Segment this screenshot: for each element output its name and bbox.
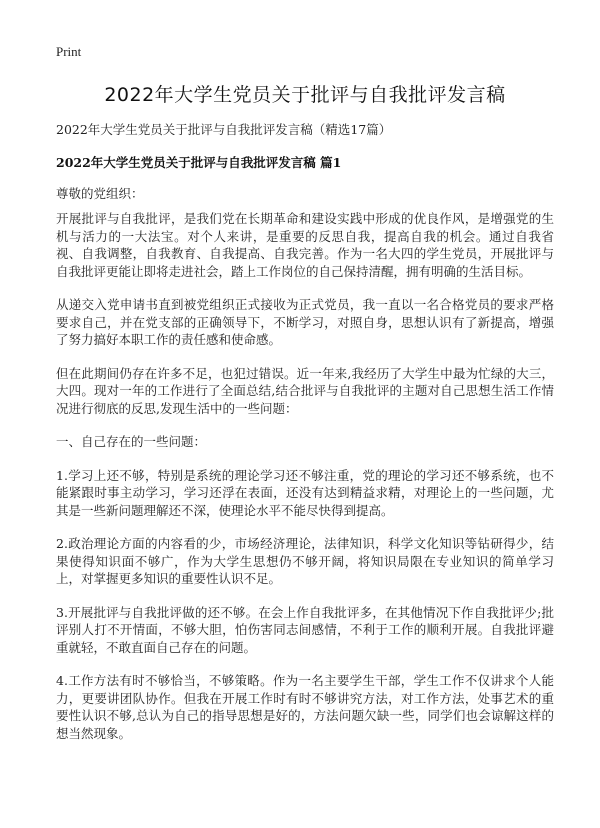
paragraph: 从递交入党申请书直到被党组织正式接收为正式党员，我一直以一名合格党员的要求严格要求自己，并在党支部的正确领导下，不断学习，对照自身，思想认识有了新提高，增强了努力搞好本职工作的责任感和使命感。 [56, 297, 554, 347]
section-heading: 2022年大学生党员关于批评与自我批评发言稿 篇1 [56, 155, 342, 170]
subheading-paragraph: 一、自己存在的一些问题： [56, 434, 207, 449]
document-subtitle: 2022年大学生党员关于批评与自我批评发言稿（精选17篇） [56, 122, 392, 137]
paragraph: 2.政治理论方面的内容看的少，市场经济理论，法律知识，科学文化知识等钻研得少，结果使得知识面不够广，作为大学生思想仍不够开阔，将知识局限在专业知识的简单学习上，对掌握更多知识的重要性认识不足。 [56, 536, 554, 586]
paragraph: 4.工作方法有时不够恰当，不够策略。作为一名主要学生干部，学生工作不仅讲求个人能力，更要讲团队协作。但我在开展工作时有时不够讲究方法，对工作方法，处事艺术的重要性认识不够,总认为自己的指导思想是好的，方法问题欠缺一些，同学们也会谅解这样的想当然现象。 [56, 673, 554, 741]
print-link[interactable]: Print [56, 44, 82, 59]
paragraph: 3.开展批评与自我批评做的还不够。在会上作自我批评多，在其他情况下作自我批评少;批评别人打不开情面，不够大胆，怕伤害同志间感情，不利于工作的顺利开展。自我批评避重就轻，不敢直面自己存在的问题。 [56, 604, 554, 655]
document-body [56, 210, 554, 758]
document-title: 2022年大学生党员关于批评与自我批评发言稿 [104, 84, 506, 106]
paragraph: 1.学习上还不够，特别是系统的理论学习还不够注重，党的理论的学习还不够系统，也不能紧跟时事主动学习，学习还浮在表面，还没有达到精益求精，对理论上的一些问题，尤其是一些新问题理解还不深，使理论水平不能尽快得到提高。 [56, 467, 554, 518]
salutation: 尊敬的党组织： [56, 186, 144, 201]
paragraph: 但在此期间仍存在许多不足，也犯过错误。近一年来,我经历了大学生中最为忙绿的大三，大四。现对一年的工作进行了全面总结,结合批评与自我批评的主题对自己思想生活工作情况进行彻底的反思,发现生活中的一些问题： [56, 365, 554, 416]
paragraph: 开展批评与自我批评，是我们党在长期革命和建设实践中形成的优良作风，是增强党的生机与活力的一大法宝。对个人来讲，是重要的反思自我，提高自我的机会。通过自我省视、自我调整，自我教育、自我提高、自我完善。作为一名大四的学生党员，开展批评与自我批评更能让即将走进社会，踏上工作岗位的自己保持清醒，拥有明确的生活目标。 [56, 211, 554, 279]
